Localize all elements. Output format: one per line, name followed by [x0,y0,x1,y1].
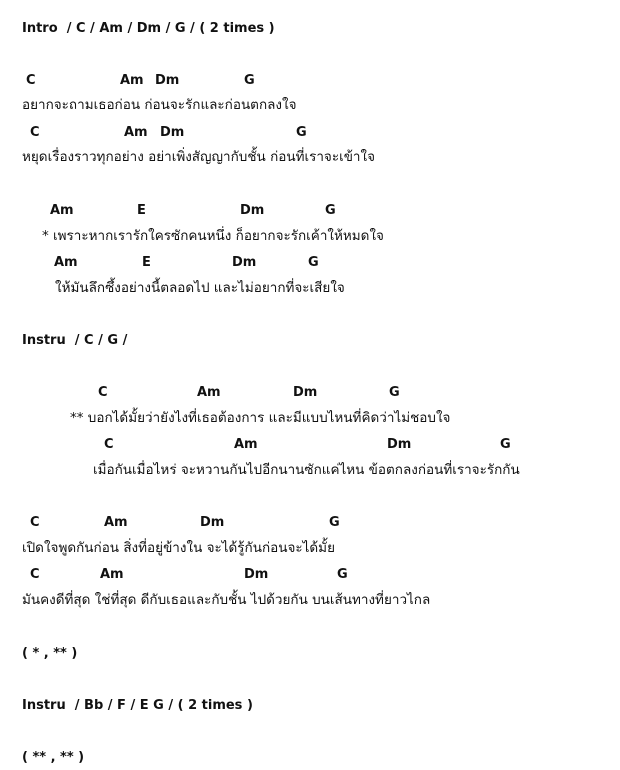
chord: Dm [293,385,318,400]
chord: Am [100,567,124,582]
intro-line: Intro / C / Am / Dm / G / ( 2 times ) [22,21,275,36]
chord: Dm [160,125,185,140]
chord: E [142,255,151,270]
chord: G [389,385,400,400]
chord: Dm [244,567,269,582]
chord: G [500,437,511,452]
lyric-line: เมื่อกันเมื่อไหร่ จะหวานกันไปอีกนานซักแค่ไหน ข้อตกลงก่อนที่เราจะรักกัน [93,462,520,478]
chord: C [104,437,114,452]
lyric-line: เปิดใจพูดกันก่อน สิ่งที่อยู่ข้างใน จะได้รู้กันก่อนจะได้มั้ย [22,540,335,556]
lyric-line: ** บอกได้มั้ยว่ายังไงที่เธอต้องการ และมีแบบไหนที่คิดว่าไม่ชอบใจ [70,410,451,426]
chord: C [98,385,108,400]
chord: C [30,125,40,140]
chord: Am [120,73,144,88]
repeat-line: ( ** , ** ) [22,750,85,765]
chord: Dm [240,203,265,218]
chord: G [325,203,336,218]
lyric-line: * เพราะหากเรารักใครซักคนหนึ่ง ก็อยากจะรักเค้าให้หมดใจ [42,228,384,244]
chord: Am [197,385,221,400]
chord: G [308,255,319,270]
chord: Dm [155,73,180,88]
chord: Dm [232,255,257,270]
lyric-line: มันคงดีที่สุด ใช่ที่สุด ดีกับเธอและกับชั้น ไปด้วยกัน บนเส้นทางที่ยาวไกล [22,592,431,608]
lyric-line: หยุดเรื่องราวทุกอย่าง อย่าเพิ่งสัญญากับชั้น ก่อนที่เราจะเข้าใจ [22,149,376,165]
chord: Dm [200,515,225,530]
chord: Am [54,255,78,270]
chord: C [30,567,40,582]
instru-line: Instru / Bb / F / E G / ( 2 times ) [22,698,253,713]
instru-line: Instru / C / G / [22,333,128,348]
chord: Am [50,203,74,218]
chord: G [296,125,307,140]
chord: Am [124,125,148,140]
chord: C [26,73,36,88]
chord: E [137,203,146,218]
chord: Am [104,515,128,530]
chord: G [244,73,255,88]
chord: Dm [387,437,412,452]
repeat-line: ( * , ** ) [22,646,78,661]
chord: G [337,567,348,582]
chord: C [30,515,40,530]
lyric-line: ให้มันลึกซึ้งอย่างนี้ตลอดไป และไม่อยากที่จะเสียใจ [55,280,345,296]
lyric-line: อยากจะถามเธอก่อน ก่อนจะรักและก่อนตกลงใจ [22,97,297,113]
chord: Am [234,437,258,452]
chord: G [329,515,340,530]
